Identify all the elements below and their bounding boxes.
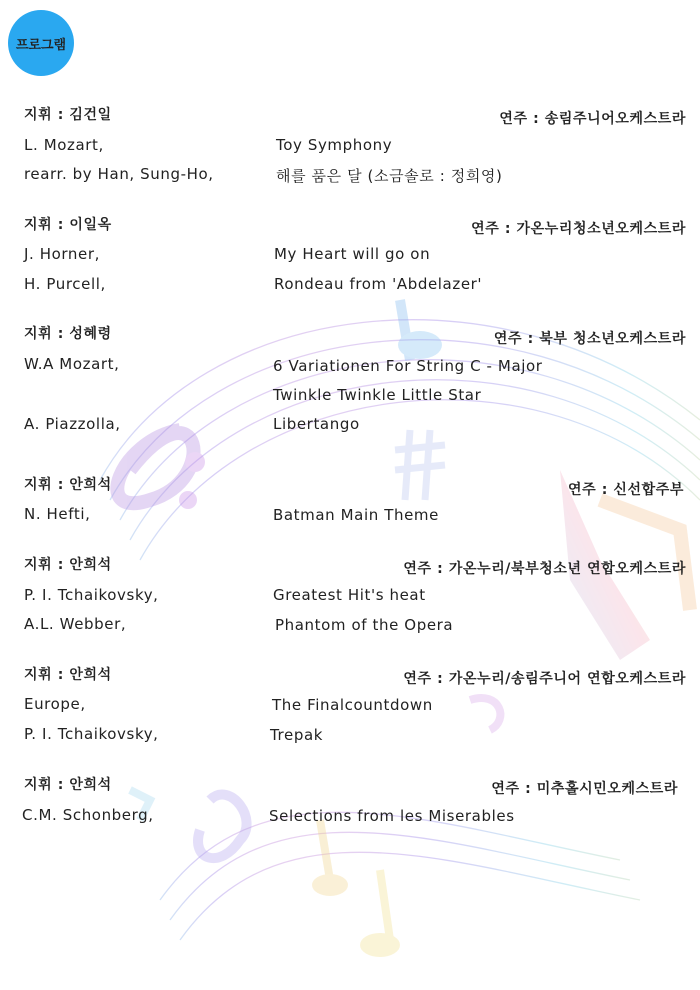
composer: H. Purcell, (24, 275, 106, 293)
piece-title: The Finalcountdown (272, 696, 433, 714)
ensemble-label: 연주 : 가온누리/북부청소년 연합오케스트라 (403, 561, 686, 577)
ensemble-label: 연주 : 미추홀시민오케스트라 (491, 781, 678, 797)
conductor-label: 지휘 : 안희석 (24, 777, 112, 793)
program-badge: 프로그램 (8, 10, 74, 76)
composer: W.A Mozart, (24, 355, 120, 373)
conductor-label: 지휘 : 이일옥 (24, 217, 112, 233)
composer: L. Mozart, (24, 136, 104, 154)
composer: Europe, (24, 695, 86, 713)
piece-title: Greatest Hit's heat (273, 586, 426, 604)
ensemble-label: 연주 : 송림주니어오케스트라 (499, 111, 686, 127)
piece-title: Libertango (273, 415, 360, 433)
ensemble-label: 연주 : 가온누리/송림주니어 연합오케스트라 (403, 671, 686, 687)
conductor-label: 지휘 : 안희석 (24, 667, 112, 683)
piece-title: Trepak (270, 726, 324, 744)
composer: P. I. Tchaikovsky, (24, 586, 159, 604)
piece-title: My Heart will go on (274, 245, 431, 263)
piece-title: 6 Variationen For String C - Major (273, 357, 543, 375)
conductor-label: 지휘 : 성혜령 (24, 326, 112, 342)
composer: A.L. Webber, (24, 615, 127, 633)
composer: J. Horner, (24, 245, 100, 263)
piece-title: Toy Symphony (276, 136, 393, 154)
piece-title: 해를 품은 달 (소금솔로 : 정희영) (276, 167, 503, 185)
composer: P. I. Tchaikovsky, (24, 725, 159, 743)
piece-title: Selections from les Miserables (269, 807, 515, 825)
ensemble-label: 연주 : 가온누리청소년오케스트라 (471, 221, 686, 237)
piece-title: Phantom of the Opera (275, 616, 454, 634)
conductor-label: 지휘 : 안희석 (24, 477, 112, 493)
ensemble-label: 연주 : 신선합주부 (567, 482, 684, 498)
piece-title: Twinkle Twinkle Little Star (273, 386, 482, 404)
ensemble-label: 연주 : 북부 청소년오케스트라 (493, 331, 686, 347)
piece-title: Rondeau from 'Abdelazer' (274, 275, 483, 293)
composer: A. Piazzolla, (24, 415, 121, 433)
conductor-label: 지휘 : 김건일 (24, 107, 112, 123)
composer: N. Hefti, (24, 505, 91, 523)
composer: rearr. by Han, Sung-Ho, (24, 165, 214, 183)
piece-title: Batman Main Theme (273, 506, 439, 524)
composer: C.M. Schonberg, (22, 806, 154, 824)
conductor-label: 지휘 : 안희석 (24, 557, 112, 573)
